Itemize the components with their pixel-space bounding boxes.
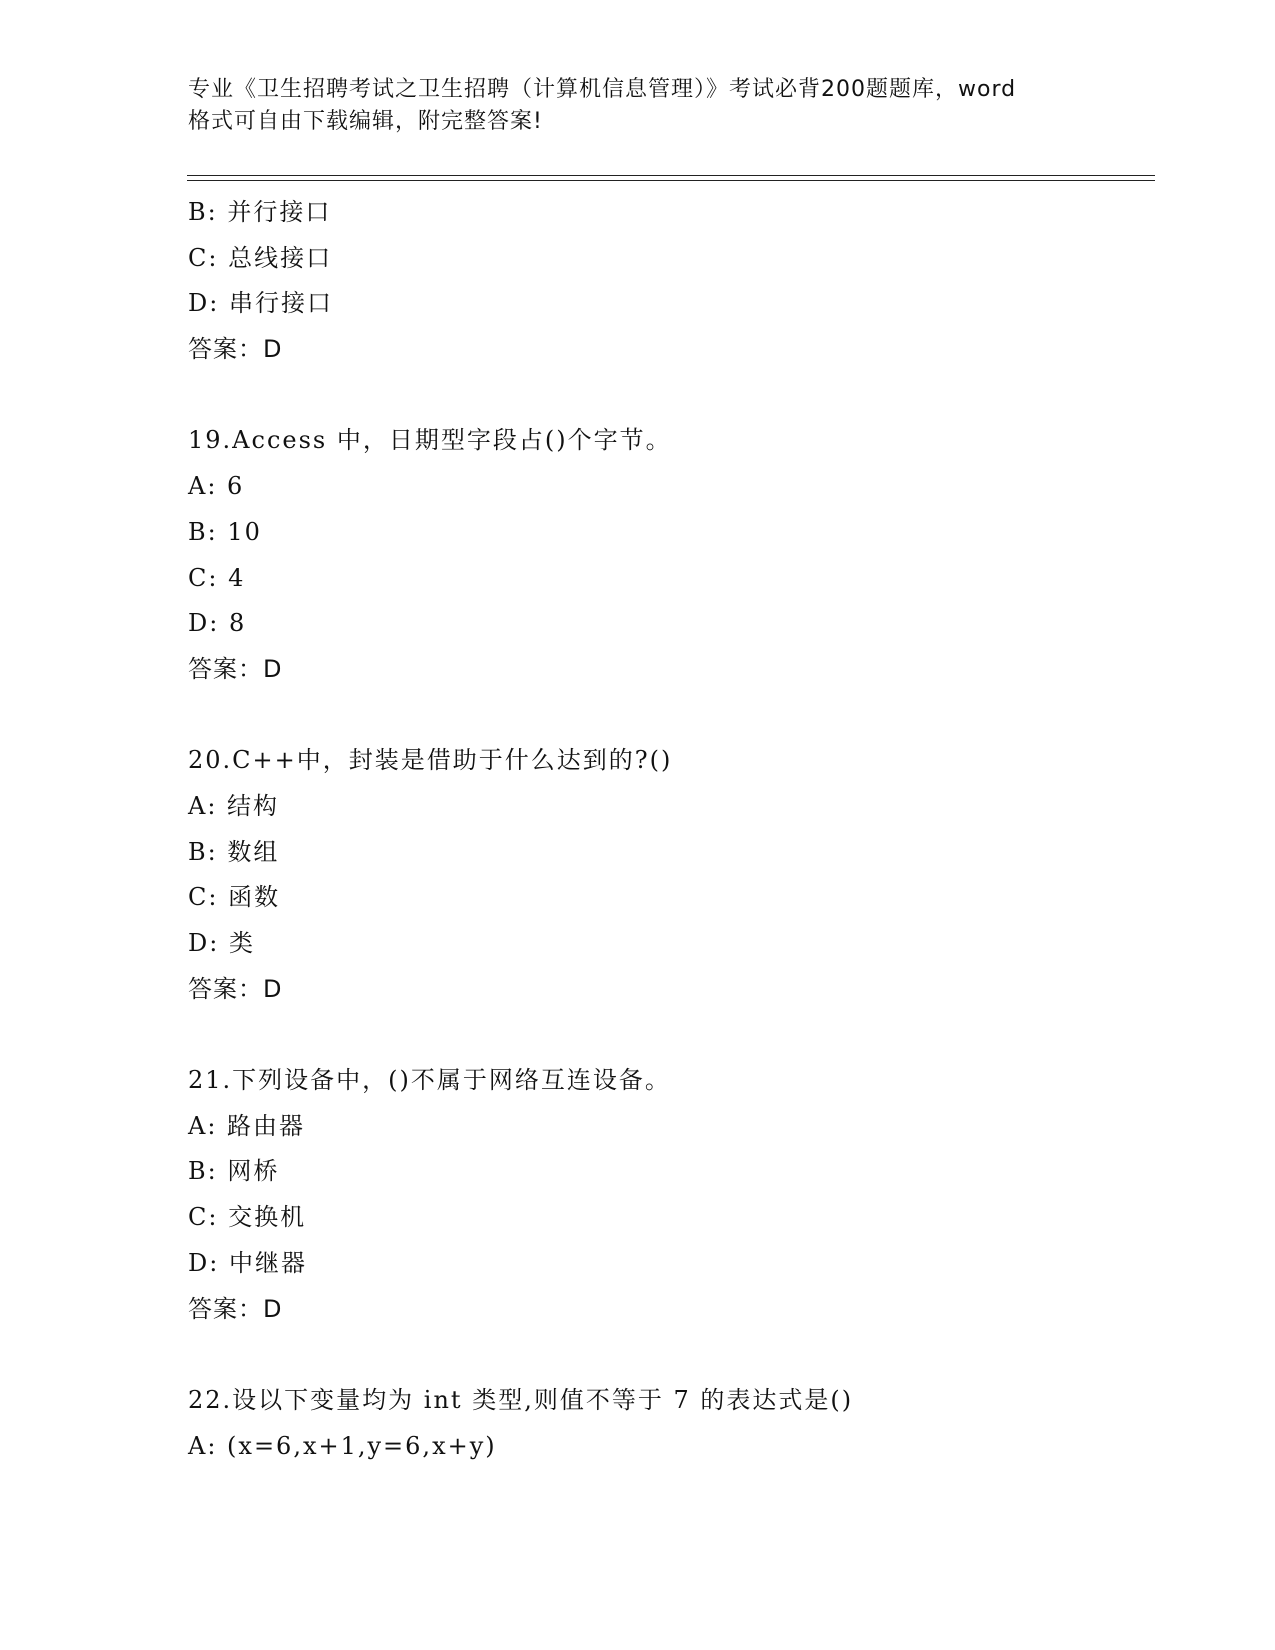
option-d: D: 8	[188, 609, 247, 638]
option-c: C: 总线接口	[188, 243, 333, 272]
question-18-partial	[188, 190, 1148, 373]
option-c: C: 4	[188, 563, 246, 592]
spacer	[188, 693, 1148, 739]
question-stem: 21.下列设备中，()不属于网络互连设备。	[188, 1066, 671, 1095]
question-list	[188, 190, 1148, 1469]
answer: 答案：D	[188, 335, 283, 364]
answer: 答案：D	[188, 974, 283, 1003]
document-header	[188, 74, 1088, 138]
header-rule-top	[187, 175, 1155, 176]
spacer	[188, 1012, 1148, 1058]
option-a: A: 结构	[188, 791, 280, 820]
option-a: A: (x=6,x+1,y=6,x+y)	[188, 1431, 497, 1460]
option-c: C: 函数	[188, 883, 281, 912]
option-a: A: 6	[188, 472, 245, 501]
option-c: C: 交换机	[188, 1203, 307, 1232]
question-20	[188, 738, 1148, 1012]
option-d: D: 类	[188, 929, 255, 957]
option-d: D: 串行接口	[188, 289, 333, 318]
header-line-1: 专业《卫生招聘考试之卫生招聘（计算机信息管理）》考试必背200题题库，word	[188, 77, 1017, 102]
option-b: B: 10	[188, 517, 262, 546]
option-b: B: 并行接口	[188, 198, 332, 226]
spacer	[188, 373, 1148, 419]
option-b: B: 数组	[188, 837, 280, 866]
header-rule-bottom	[187, 180, 1155, 181]
question-19	[188, 418, 1148, 692]
question-21	[188, 1058, 1148, 1332]
question-22	[188, 1378, 1148, 1469]
option-a: A: 路由器	[188, 1111, 306, 1140]
question-stem: 22.设以下变量均为 int 类型,则值不等于 7 的表达式是()	[188, 1385, 854, 1414]
spacer	[188, 1332, 1148, 1378]
header-line-2: 格式可自由下载编辑，附完整答案!	[188, 109, 543, 134]
question-stem: 20.C++中，封装是借助于什么达到的?()	[188, 746, 673, 775]
option-d: D: 中继器	[188, 1248, 307, 1277]
answer: 答案：D	[188, 1294, 283, 1323]
option-b: B: 网桥	[188, 1157, 280, 1186]
answer: 答案：D	[188, 654, 283, 683]
question-stem: 19.Access 中，日期型字段占()个字节。	[188, 426, 672, 455]
